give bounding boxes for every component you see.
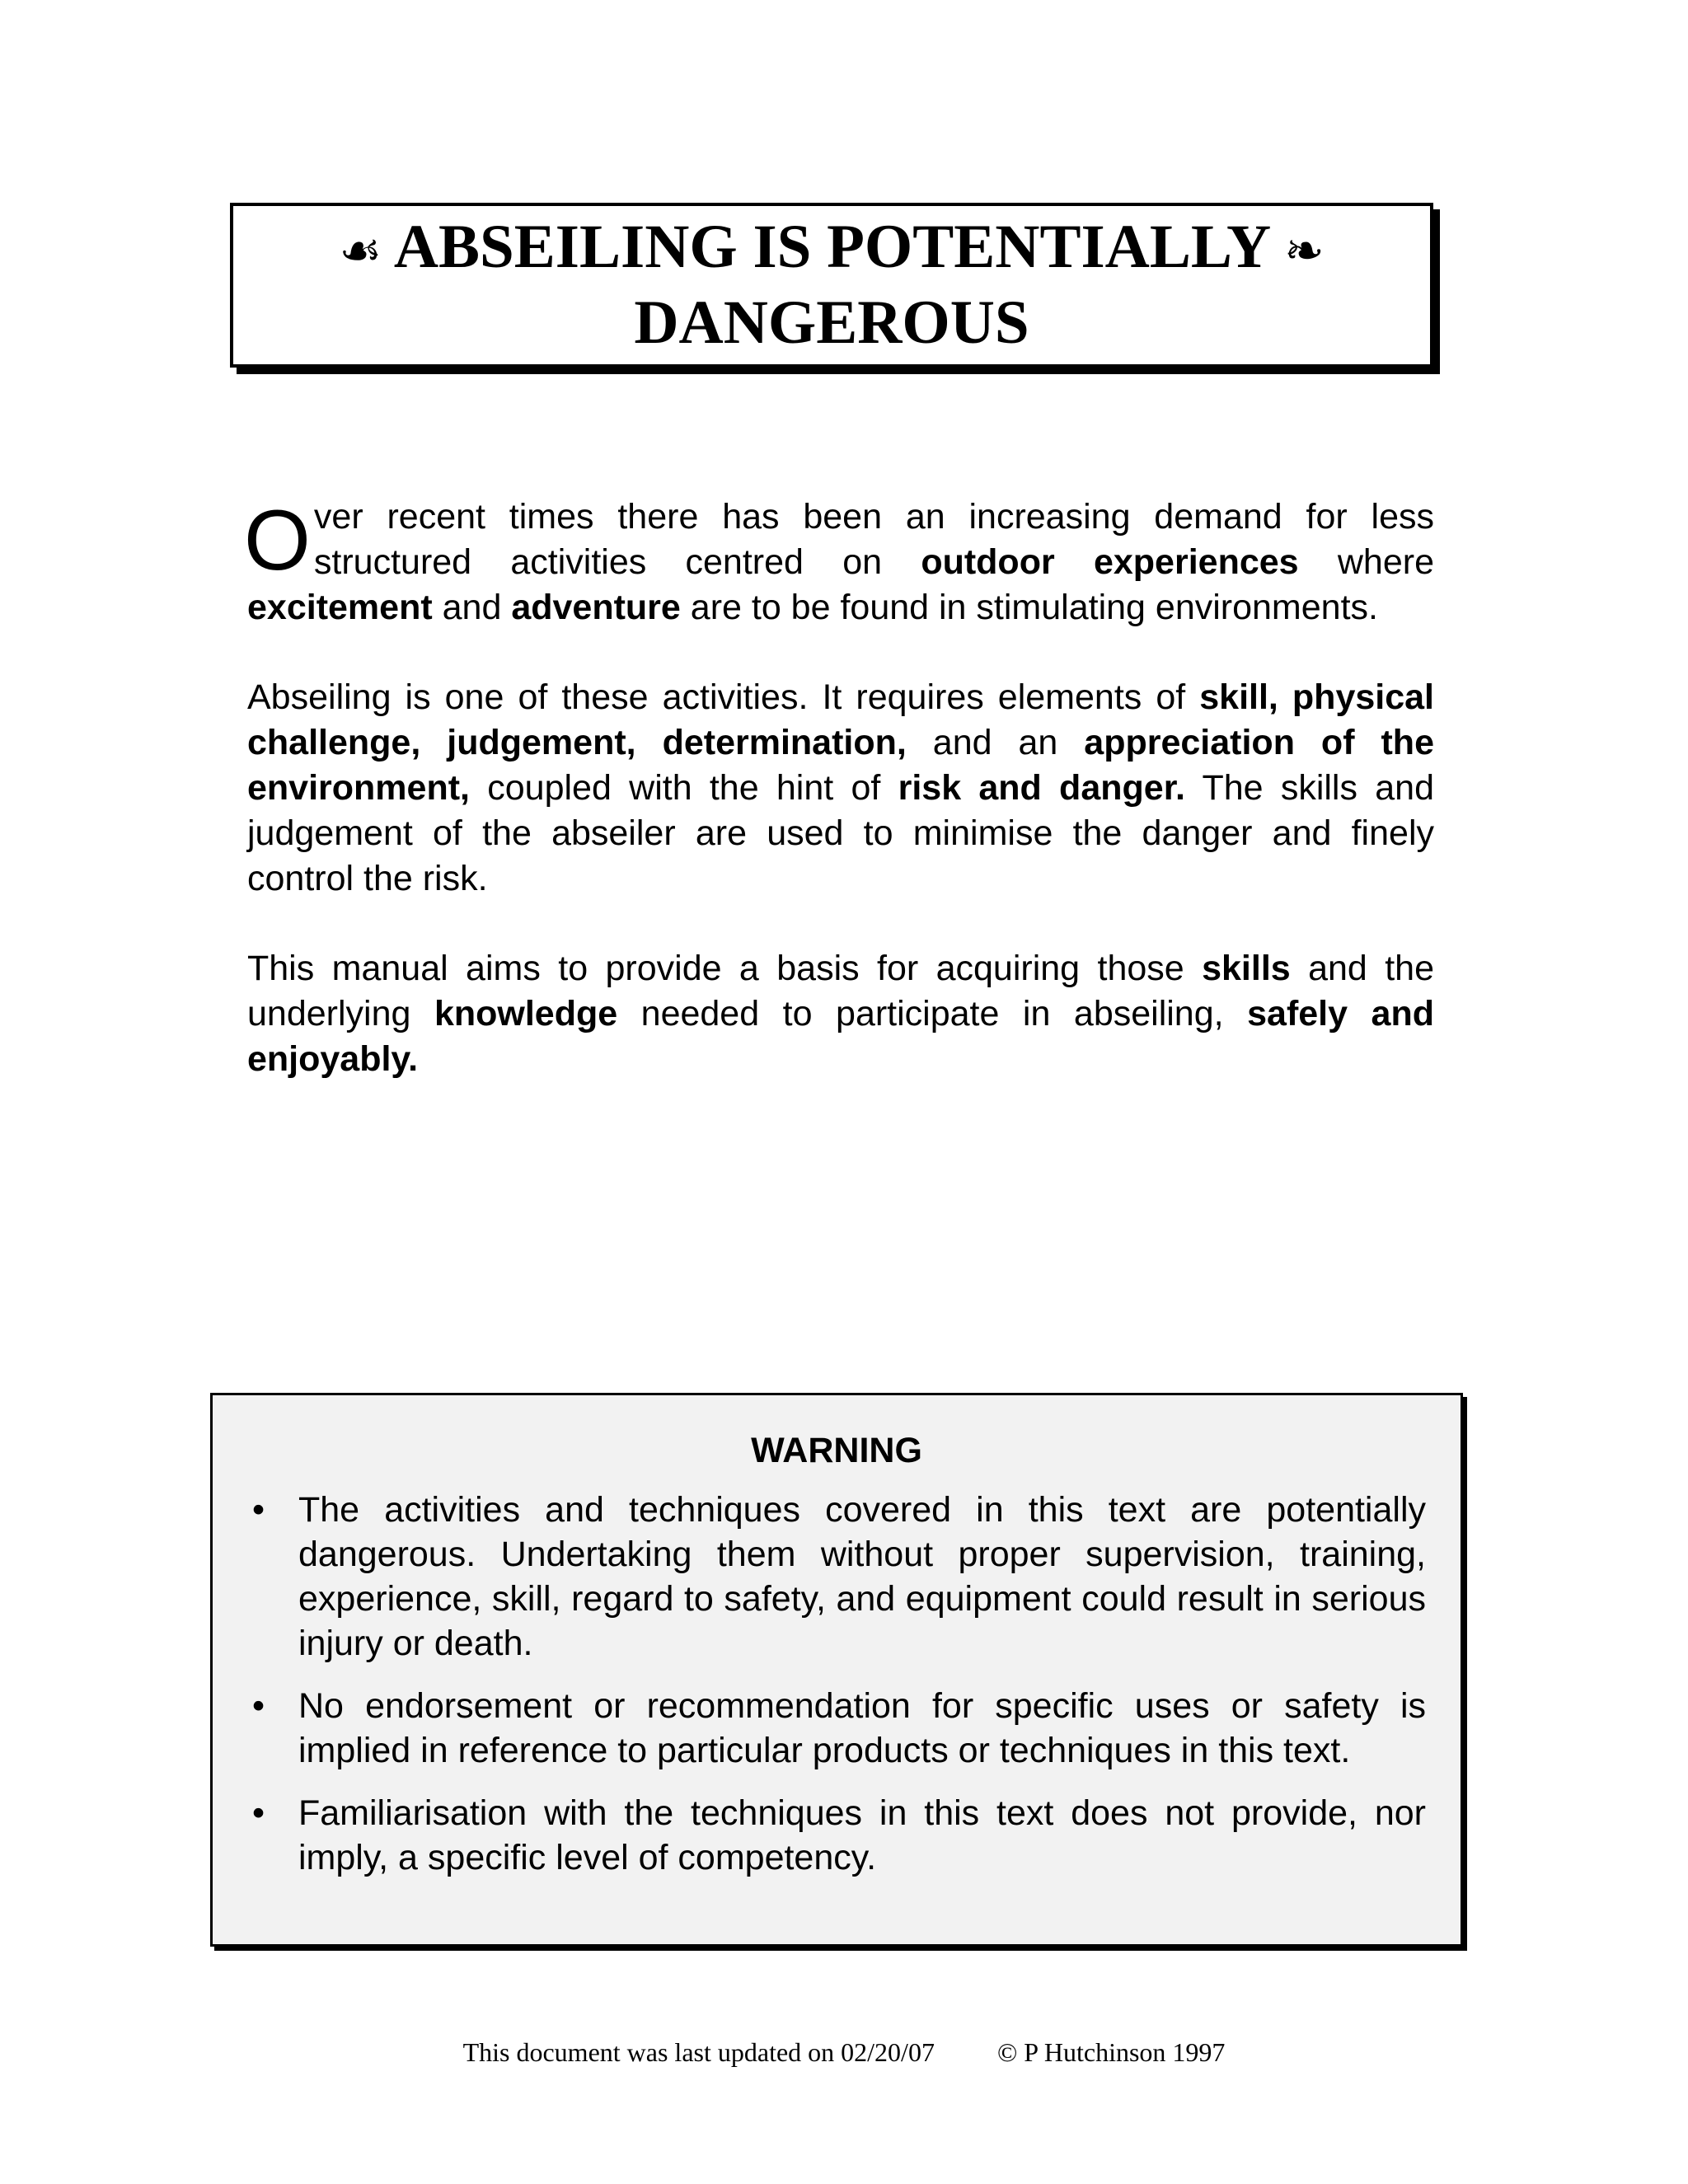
bullet-icon: • [252,1793,265,1833]
text-run: where [1298,542,1434,582]
bold-run: skill, physical challenge, judgement, determination, [247,677,1434,762]
warning-item [247,1488,1426,1666]
text-run: Abseiling is one of these activities. It requires elements of [247,677,1200,717]
drop-cap: O [244,493,311,588]
warning-heading: WARNING [751,1431,922,1470]
last-updated-text: This document was last updated on 02/20/07 [462,2037,935,2067]
bold-run: excitement [247,588,433,627]
intro-paragraph-3 [247,946,1434,1082]
warning-item-text: No endorsement or recommendation for specific uses or safety is implied in reference to particular products or techniques in this text. [298,1686,1426,1770]
text-run: coupled with the hint of [470,768,898,808]
text-run: are to be found in stimulating environments. [680,588,1378,627]
warning-item [247,1684,1426,1773]
bold-run: risk and danger. [898,768,1185,808]
warning-box [210,1393,1463,1947]
bold-run: skills [1202,949,1291,988]
bold-run: outdoor experiences [921,542,1299,582]
text-run: needed to participate in abseiling, [617,994,1248,1033]
bold-run: safely and enjoyably. [247,994,1434,1079]
title-line-1: ABSEILING IS POTENTIALLY [393,213,1269,281]
warning-item [247,1791,1426,1880]
bullet-icon: • [252,1490,265,1530]
ornament-right-icon: ❧ [1284,223,1325,279]
warning-item-text: The activities and techniques covered in this text are potentially dangerous. Undertaking them without proper supervision, training, experience, skill, regard to safety, and equipment could result in serious injury or death. [298,1490,1426,1663]
bold-run: appreciation of the environment, [247,723,1434,808]
text-run: and [432,588,512,627]
warning-list [247,1488,1426,1880]
text-run: The skills and judgement of the abseiler are used to minimise the danger and finely control the risk. [247,768,1434,898]
text-run: and an [906,723,1085,762]
intro-section [244,493,1435,1127]
intro-paragraph-2 [247,675,1434,902]
text-run: This manual aims to provide a basis for acquiring those [247,949,1203,988]
bold-run: adventure [511,588,681,627]
ornament-left-icon: ☙ [339,223,382,279]
title-box [230,203,1433,368]
bullet-icon: • [252,1686,265,1726]
page-title [339,211,1324,359]
title-line-2: DANGEROUS [634,288,1029,357]
text-run: and the underlying [247,949,1435,1033]
copyright-text: © P Hutchinson 1997 [996,2037,1226,2067]
page-footer [0,2037,1688,2068]
intro-paragraph-1 [244,493,1434,630]
text-run: ver recent times there has been an increasing demand for less structured activities centred on [313,497,1434,582]
bold-run: knowledge [434,994,618,1033]
warning-item-text: Familiarisation with the techniques in this text does not provide, nor imply, a specific level of competency. [298,1793,1426,1877]
